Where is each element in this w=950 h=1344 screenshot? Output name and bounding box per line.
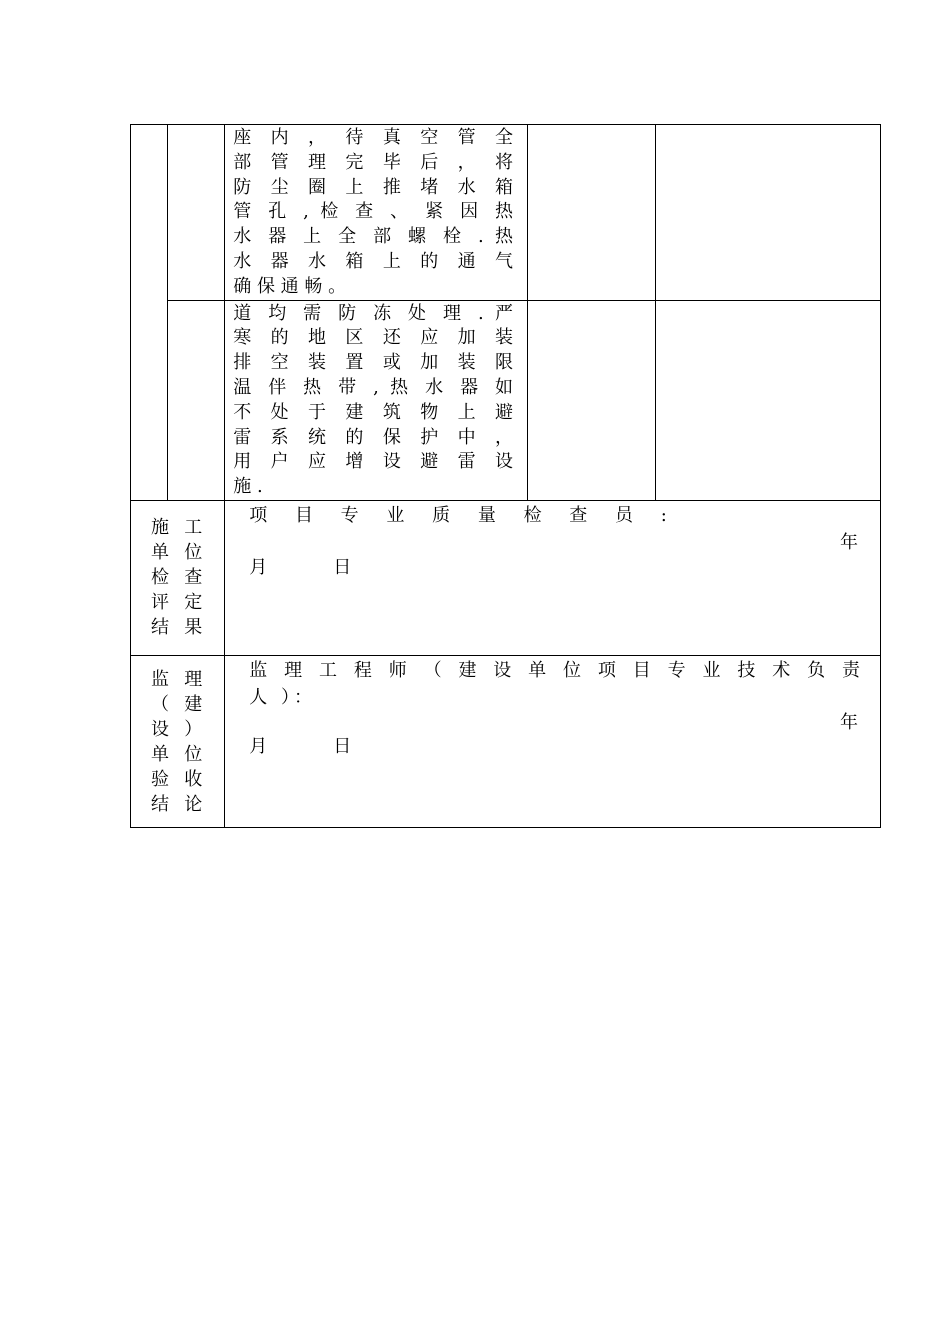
text-line: 防 尘 圈 上 推 堵 水 箱 — [233, 176, 514, 198]
label-line: 施 工 — [151, 516, 203, 538]
construction-signature-cell — [225, 500, 881, 655]
supervision-label-cell — [131, 655, 225, 827]
label-line: （ 建 — [151, 693, 203, 715]
item-text — [225, 301, 527, 500]
label-line: 结 果 — [151, 616, 203, 638]
blank-cell — [168, 125, 225, 301]
label-line: 结 论 — [151, 793, 203, 815]
engineer-label-cont: 人 ）： — [249, 686, 316, 708]
inspection-table — [130, 124, 881, 828]
year-label: 年 — [840, 711, 858, 733]
blank-cell — [168, 300, 225, 500]
blank-cell — [131, 125, 168, 501]
label-line: 检 查 — [151, 566, 203, 588]
text-line: 确 保 通 畅 。 — [233, 275, 347, 297]
supervision-signature-cell — [225, 655, 881, 827]
text-line: 排 空 装 置 或 加 装 限 — [233, 352, 514, 374]
construction-label — [131, 501, 224, 640]
text-line: 水 器 上 全 部 螺 栓 . 热 — [233, 226, 514, 248]
label-line: 单 位 — [151, 541, 203, 563]
blank-cell — [528, 125, 656, 301]
text-line: 雷 系 统 的 保 护 中 ， — [233, 426, 514, 448]
month-label: 月 — [249, 735, 268, 757]
text-line: 不 处 于 建 筑 物 上 避 — [233, 401, 514, 423]
text-line: 部 管 理 完 毕 后 ， 将 — [233, 151, 514, 173]
text-line: 用 户 应 增 设 避 雷 设 — [233, 451, 514, 473]
day-label: 日 — [333, 735, 352, 757]
label-line: 设 ） — [151, 718, 203, 740]
month-label: 月 — [249, 556, 268, 578]
label-line: 验 收 — [151, 768, 203, 790]
engineer-label: 监 理 工 程 师 （ 建 设 单 位 项 目 专 业 技 术 负 责 — [249, 659, 860, 681]
inspection-form — [130, 124, 881, 828]
label-line: 单 位 — [151, 743, 203, 765]
item-text-cell — [225, 125, 528, 301]
day-label: 日 — [333, 556, 352, 578]
inspector-label: 项 目 专 业 质 量 检 查 员 : — [249, 504, 678, 526]
table-row — [131, 300, 881, 500]
item-text — [225, 125, 527, 300]
item-text-cell — [225, 300, 528, 500]
text-line: 座 内 ， 待 真 空 管 全 — [233, 127, 514, 148]
text-line: 寒 的 地 区 还 应 加 装 — [233, 327, 514, 349]
supervision-label — [131, 656, 224, 817]
blank-cell — [656, 300, 881, 500]
blank-cell — [528, 300, 656, 500]
year-label: 年 — [840, 531, 858, 553]
supervision-result-row — [131, 655, 881, 827]
table-row — [131, 125, 881, 301]
text-line: 管 孔 , 检 查 、 紧 因 热 — [233, 201, 514, 223]
construction-result-row — [131, 500, 881, 655]
label-line: 评 定 — [151, 591, 203, 613]
text-line: 施 . — [233, 476, 263, 498]
text-line: 水 器 水 箱 上 的 通 气 — [233, 250, 514, 272]
text-line: 温 伴 热 带 , 热 水 器 如 — [233, 376, 514, 398]
label-line: 监 理 — [151, 668, 203, 690]
text-line: 道 均 需 防 冻 处 理 . 严 — [233, 302, 514, 324]
construction-label-cell — [131, 500, 225, 655]
blank-cell — [656, 125, 881, 301]
